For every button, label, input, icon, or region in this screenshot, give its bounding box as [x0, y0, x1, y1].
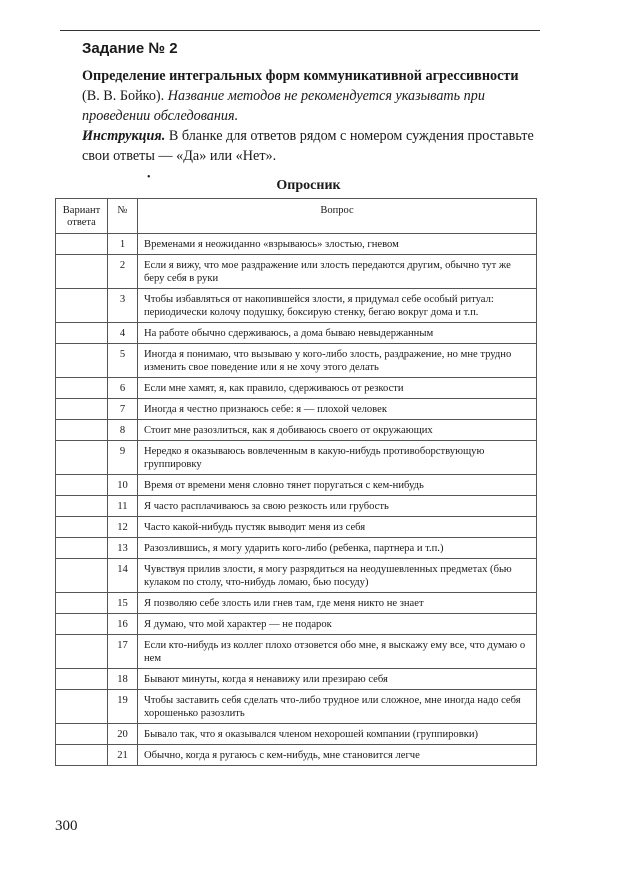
questionnaire-title: Опросник [276, 178, 341, 193]
table-row [56, 323, 537, 344]
questionnaire-table [55, 198, 537, 766]
question-text: Часто какой-нибудь пустяк выводит меня из себя [138, 517, 537, 538]
question-number: 16 [108, 614, 138, 635]
question-number: 20 [108, 724, 138, 745]
question-text: Если я вижу, что мое раздражение или злость передаются другим, обычно тут же беру себя в руки [138, 255, 537, 289]
question-text: Чувствуя прилив злости, я могу разрядиться на неодушевленных предметах (бью кулаком по столу, что-нибудь ломаю, бью посуду) [138, 559, 537, 593]
question-text: Иногда я понимаю, что вызываю у кого-либо злость, раздражение, но мне трудно изменить свое поведение или я не хочу этого делать [138, 344, 537, 378]
question-number: 12 [108, 517, 138, 538]
question-number: 5 [108, 344, 138, 378]
table-row [56, 690, 537, 724]
question-text: Чтобы избавляться от накопившейся злости, я придумал себе особый ритуал: периодически колочу подушку, боксирую стенку, бегаю вокруг дома и т.п. [138, 289, 537, 323]
table-row [56, 517, 537, 538]
table-header-row [56, 199, 537, 234]
answer-cell[interactable] [56, 378, 108, 399]
column-header-answer: Вариант ответа [56, 199, 108, 234]
task-title: Задание № 2 [82, 40, 178, 57]
answer-cell[interactable] [56, 724, 108, 745]
answer-cell[interactable] [56, 635, 108, 669]
question-text: Иногда я честно признаюсь себе: я — плохой человек [138, 399, 537, 420]
question-text: Чтобы заставить себя сделать что-либо трудное или сложное, мне иногда надо себя хорошенько разозлить [138, 690, 537, 724]
method-note: Название методов не рекомендуется указывать при проведении обследования. [82, 88, 485, 124]
method-heading [82, 66, 534, 126]
instruction-text: В бланке для ответов рядом с номером суждения проставьте свои ответы — «Да» или «Нет». [82, 128, 534, 164]
table-row [56, 234, 537, 255]
table-row [56, 344, 537, 378]
answer-cell[interactable] [56, 745, 108, 766]
table-row [56, 614, 537, 635]
answer-cell[interactable] [56, 255, 108, 289]
question-text: Бывают минуты, когда я ненавижу или презираю себя [138, 669, 537, 690]
table-row [56, 420, 537, 441]
question-number: 19 [108, 690, 138, 724]
answer-cell[interactable] [56, 399, 108, 420]
table-row [56, 378, 537, 399]
answer-cell[interactable] [56, 323, 108, 344]
question-text: Временами я неожиданно «взрываюсь» злостью, гневом [138, 234, 537, 255]
question-text: Разозлившись, я могу ударить кого-либо (ребенка, партнера и т.п.) [138, 538, 537, 559]
question-text: Время от времени меня словно тянет поругаться с кем-нибудь [138, 475, 537, 496]
question-number: 14 [108, 559, 138, 593]
question-text: Я позволяю себе злость или гнев там, где меня никто не знает [138, 593, 537, 614]
answer-cell[interactable] [56, 517, 108, 538]
question-number: 10 [108, 475, 138, 496]
table-row [56, 559, 537, 593]
answer-cell[interactable] [56, 538, 108, 559]
question-number: 17 [108, 635, 138, 669]
question-number: 11 [108, 496, 138, 517]
column-header-question: Вопрос [138, 199, 537, 234]
question-number: 6 [108, 378, 138, 399]
answer-cell[interactable] [56, 669, 108, 690]
question-number: 2 [108, 255, 138, 289]
table-row [56, 399, 537, 420]
intro-paragraph [82, 66, 534, 166]
question-number: 4 [108, 323, 138, 344]
question-text: Я часто расплачиваюсь за свою резкость или грубость [138, 496, 537, 517]
question-text: Если кто-нибудь из коллег плохо отзовется обо мне, я выскажу ему все, что думаю о нем [138, 635, 537, 669]
question-number: 7 [108, 399, 138, 420]
table-row [56, 593, 537, 614]
method-title: Определение интегральных форм коммуникативной агрессивности [82, 68, 519, 84]
top-rule [60, 30, 540, 31]
question-number: 3 [108, 289, 138, 323]
answer-cell[interactable] [56, 614, 108, 635]
question-number: 9 [108, 441, 138, 475]
table-row [56, 724, 537, 745]
table-row [56, 635, 537, 669]
stray-dot: • [147, 172, 151, 183]
column-header-number: № [108, 199, 138, 234]
questionnaire-body [56, 234, 537, 766]
instruction [82, 126, 534, 166]
table-row [56, 538, 537, 559]
question-number: 8 [108, 420, 138, 441]
table-row [56, 745, 537, 766]
answer-cell[interactable] [56, 441, 108, 475]
question-text: Обычно, когда я ругаюсь с кем-нибудь, мне становится легче [138, 745, 537, 766]
page-number: 300 [55, 818, 78, 834]
instruction-label: Инструкция. [82, 128, 166, 144]
table-row [56, 441, 537, 475]
question-text: Я думаю, что мой характер — не подарок [138, 614, 537, 635]
question-number: 13 [108, 538, 138, 559]
question-text: На работе обычно сдерживаюсь, а дома бываю невыдержанным [138, 323, 537, 344]
table-row [56, 475, 537, 496]
table-row [56, 669, 537, 690]
answer-cell[interactable] [56, 289, 108, 323]
question-number: 15 [108, 593, 138, 614]
question-text: Нередко я оказываюсь вовлеченным в какую-нибудь противоборствующую группировку [138, 441, 537, 475]
answer-cell[interactable] [56, 420, 108, 441]
answer-cell[interactable] [56, 559, 108, 593]
answer-cell[interactable] [56, 690, 108, 724]
answer-cell[interactable] [56, 344, 108, 378]
answer-cell[interactable] [56, 234, 108, 255]
question-text: Стоит мне разозлиться, как я добиваюсь своего от окружающих [138, 420, 537, 441]
answer-cell[interactable] [56, 593, 108, 614]
question-number: 21 [108, 745, 138, 766]
table-row [56, 289, 537, 323]
question-text: Бывало так, что я оказывался членом нехорошей компании (группировки) [138, 724, 537, 745]
question-number: 1 [108, 234, 138, 255]
question-text: Если мне хамят, я, как правило, сдерживаюсь от резкости [138, 378, 537, 399]
question-number: 18 [108, 669, 138, 690]
table-row [56, 496, 537, 517]
table-row [56, 255, 537, 289]
answer-cell[interactable] [56, 475, 108, 496]
answer-cell[interactable] [56, 496, 108, 517]
method-author: (В. В. Бойко). [82, 88, 168, 104]
